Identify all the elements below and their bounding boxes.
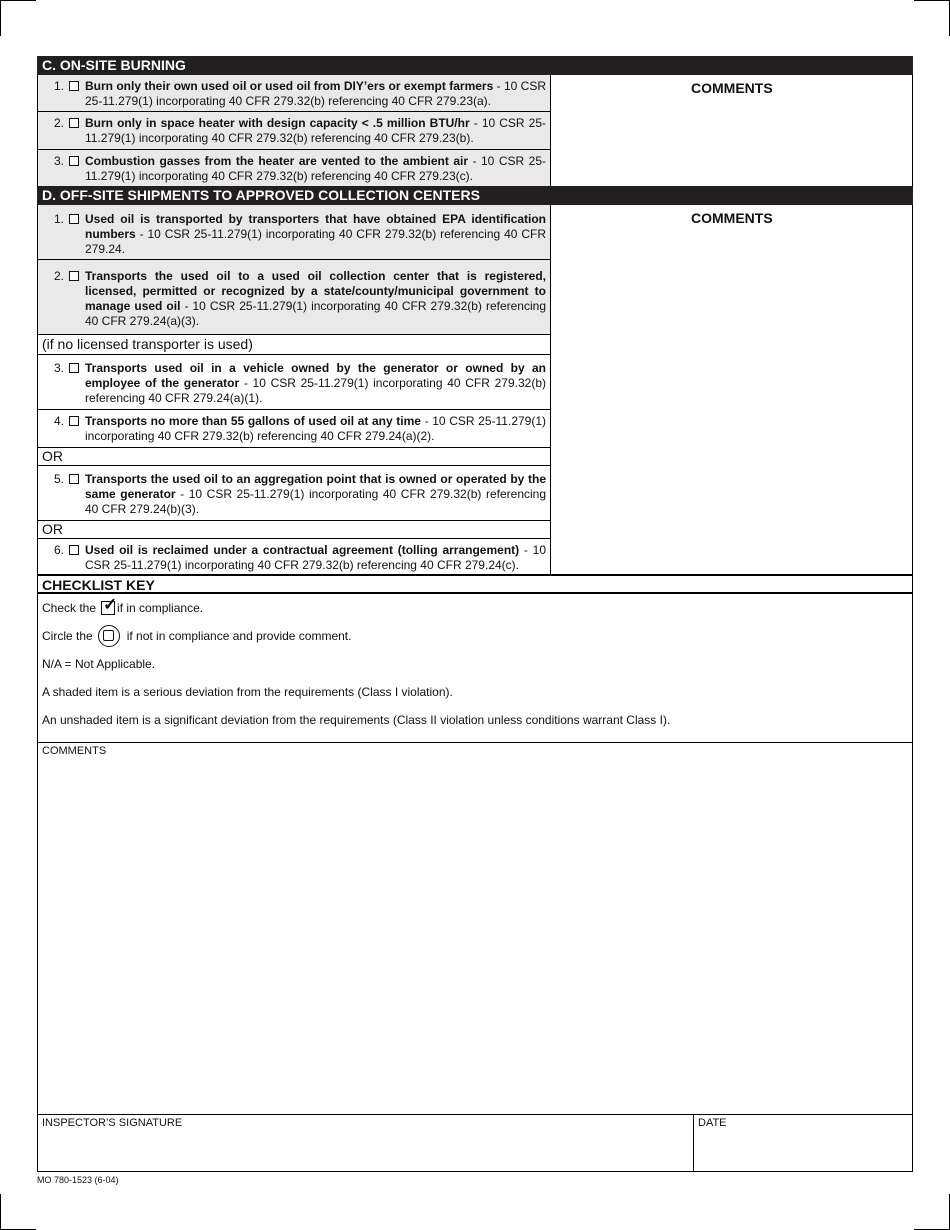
item-number: 4. (53, 414, 64, 428)
section-c-item-3 (38, 150, 550, 186)
section-d-header: D. OFF-SITE SHIPMENTS TO APPROVED COLLECTION CENTERS (37, 186, 913, 205)
section-d-item-3 (38, 355, 550, 410)
compliance-checkbox[interactable] (69, 416, 79, 426)
item-text: Burn only their own used oil or used oil from DIY’ers or exempt farmers - 10 CSR 25-11.279(1) incorporating 40 CFR 279.32(b) referencing 40 CFR 279.23(a). (85, 79, 546, 108)
key-unshaded-line: An unshaded item is a significant deviation from the requirements (Class II violation unless conditions warrant Class I). (42, 713, 671, 727)
compliance-checkbox[interactable] (69, 156, 79, 166)
section-d-item-1 (38, 205, 550, 260)
item-number: 6. (53, 543, 64, 557)
section-d (37, 205, 913, 574)
item-text: Transports the used oil to a used oil collection center that is registered, licensed, permitted or recognized by a state/county/municipal government to manage used oil - 10 CSR 25-11.279(1) incorporating 40 CFR 279.32(b) referencing 40 CFR 279.24(a)(3). (85, 269, 546, 328)
checklist-form (37, 56, 913, 1172)
crop-mark (0, 0, 36, 1)
circled-box-icon (98, 625, 120, 647)
compliance-checkbox[interactable] (69, 81, 79, 91)
section-d-item-5 (38, 466, 550, 521)
section-c-header: C. ON-SITE BURNING (37, 56, 913, 75)
checked-box-icon: ✓ (103, 595, 118, 614)
item-number: 2. (53, 116, 64, 130)
date-field[interactable] (694, 1115, 912, 1171)
or-separator: OR (38, 521, 550, 539)
compliance-checkbox[interactable] (69, 363, 79, 373)
item-number: 5. (53, 472, 64, 486)
section-d-item-2 (38, 260, 550, 335)
signature-row (37, 1115, 913, 1172)
signature-label: INSPECTOR’S SIGNATURE (42, 1117, 183, 1129)
key-check-line: Check the ✓ if in compliance. (42, 595, 204, 615)
compliance-checkbox[interactable] (69, 271, 79, 281)
item-text: Combustion gasses from the heater are vented to the ambient air - 10 CSR 25-11.279(1) incorporating 40 CFR 279.32(b) referencing 40 CFR 279.23(c). (85, 154, 547, 183)
general-comments-label: COMMENTS (42, 745, 107, 757)
item-number: 2. (53, 269, 64, 283)
section-d-item-4 (38, 410, 550, 448)
checklist-key (37, 594, 913, 743)
item-text: Used oil is reclaimed under a contractual agreement (tolling arrangement) - 10 CSR 25-11.279(1) incorporating 40 CFR 279.32(b) referencing 40 CFR 279.24(c). (85, 543, 546, 572)
crop-mark (0, 1194, 1, 1230)
compliance-checkbox[interactable] (69, 474, 79, 484)
crop-mark (0, 0, 1, 36)
crop-mark (914, 0, 950, 1)
item-number: 1. (53, 79, 64, 93)
item-number: 3. (53, 154, 64, 168)
inspector-signature-field[interactable] (38, 1115, 694, 1171)
key-shaded-line: A shaded item is a serious deviation from the requirements (Class I violation). (42, 685, 453, 699)
section-d-item-6 (38, 539, 550, 574)
compliance-checkbox[interactable] (69, 545, 79, 555)
section-c-items (38, 75, 551, 186)
or-separator: OR (38, 448, 550, 466)
section-c (37, 75, 913, 186)
comments-label: COMMENTS (691, 210, 773, 226)
item-text: Transports no more than 55 gallons of used oil at any time - 10 CSR 25-11.279(1) incorporating 40 CFR 279.32(b) referencing 40 CFR 279.24(a)(2). (85, 414, 547, 443)
section-c-item-1 (38, 75, 550, 112)
item-text: Burn only in space heater with design capacity < .5 million BTU/hr - 10 CSR 25-11.279(1) incorporating 40 CFR 279.32(b) referencing 40 CFR 279.23(b). (85, 116, 547, 145)
compliance-checkbox[interactable] (69, 118, 79, 128)
no-licensed-transporter-note: (if no licensed transporter is used) (38, 335, 550, 355)
form-number: MO 780-1523 (6-04) (37, 1175, 119, 1185)
section-c-comments[interactable] (551, 75, 912, 186)
item-text: Transports the used oil to an aggregation point that is owned or operated by the same generator - 10 CSR 25-11.279(1) incorporating 40 CFR 279.32(b) referencing 40 CFR 279.24(b)(3). (85, 472, 547, 516)
key-circle-line: Circle the if not in compliance and provide comment. (42, 622, 908, 650)
key-na-line: N/A = Not Applicable. (42, 657, 156, 671)
section-d-items (38, 205, 551, 574)
item-number: 1. (53, 212, 64, 226)
item-number: 3. (53, 361, 64, 375)
section-c-item-2 (38, 112, 550, 150)
general-comments-box[interactable] (37, 743, 913, 1115)
item-text: Used oil is transported by transporters that have obtained EPA identification numbers - 10 CSR 25-11.279(1) incorporating 40 CFR 279.32(b) referencing 40 CFR 279.24. (85, 212, 546, 256)
compliance-checkbox[interactable] (69, 214, 79, 224)
checklist-key-header: CHECKLIST KEY (37, 574, 913, 594)
section-d-comments[interactable] (551, 205, 912, 574)
comments-label: COMMENTS (691, 80, 773, 96)
item-text: Transports used oil in a vehicle owned by the generator or owned by an employee of the generator - 10 CSR 25-11.279(1) incorporating 40 CFR 279.32(b) referencing 40 CFR 279.24(a)(1). (85, 361, 546, 405)
date-label: DATE (698, 1117, 727, 1129)
